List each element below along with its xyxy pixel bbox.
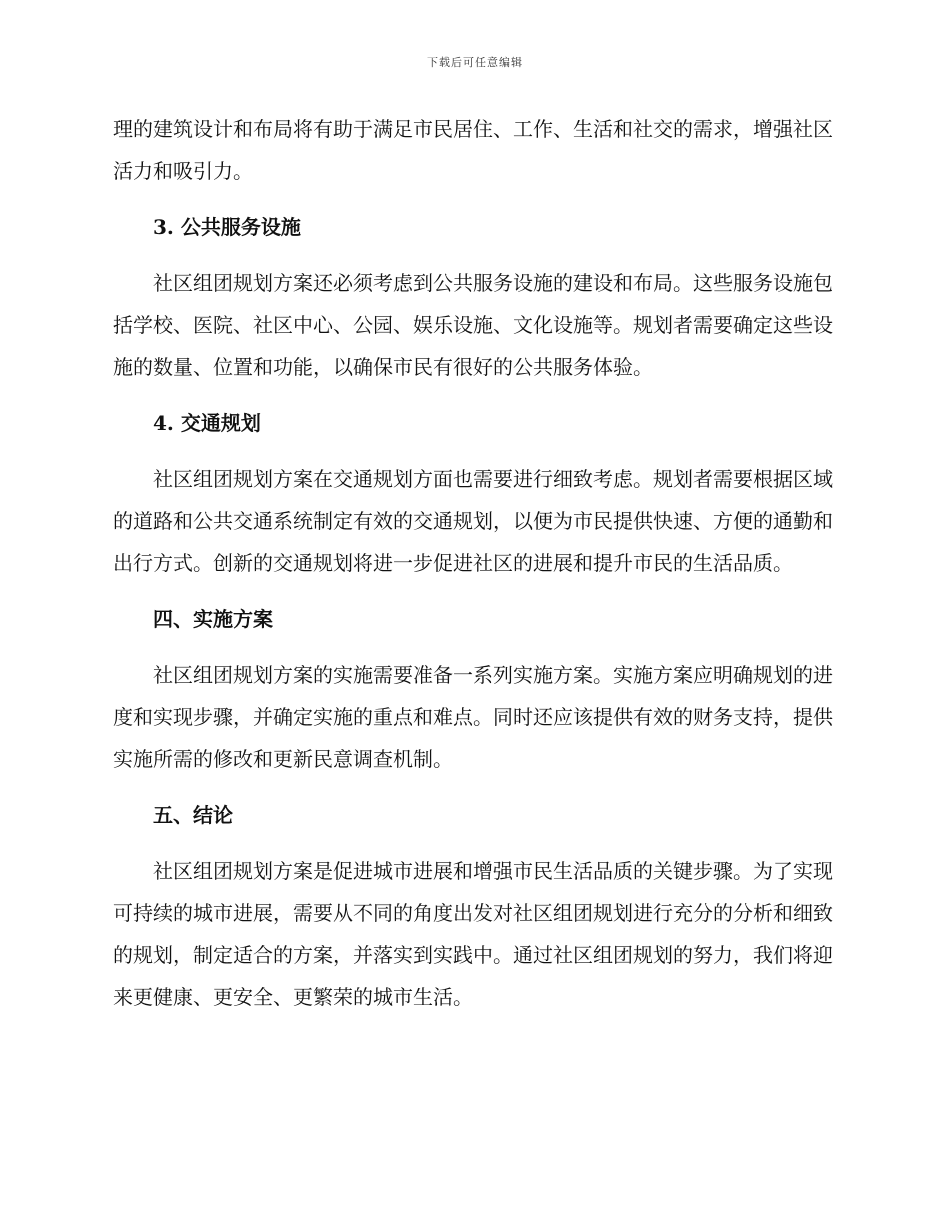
paragraph-continued: 理的建筑设计和布局将有助于满足市民居住、工作、生活和社交的需求，增强社区活力和吸引力。	[113, 117, 833, 183]
paragraph-public-services: 社区组团规划方案还必须考虑到公共服务设施的建设和布局。这些服务设施包括学校、医院、社区中心、公园、娱乐设施、文化设施等。规划者需要确定这些设施的数量、位置和功能，以确保市民有很好的公共服务体验。	[113, 271, 833, 379]
paragraph-conclusion: 社区组团规划方案是促进城市进展和增强市民生活品质的关键步骤。为了实现可持续的城市进展，需要从不同的角度出发对社区组团规划进行充分的分析和细致的规划，制定适合的方案，并落实到实践中。通过社区组团规划的努力，我们将迎来更健康、更安全、更繁荣的城市生活。	[113, 859, 833, 1009]
section-heading-public-services: 3. 公共服务设施	[153, 215, 301, 239]
paragraph-implementation: 社区组团规划方案的实施需要准备一系列实施方案。实施方案应明确规划的进度和实现步骤，并确定实施的重点和难点。同时还应该提供有效的财务支持，提供实施所需的修改和更新民意调查机制。	[113, 663, 833, 771]
section-heading-conclusion: 五、结论	[153, 803, 233, 827]
section-heading-transport: 4. 交通规划	[153, 411, 261, 435]
section-heading-implementation: 四、实施方案	[153, 607, 273, 631]
document-body	[113, 108, 833, 1018]
page-header: 下载后可任意编辑	[427, 56, 523, 69]
paragraph-transport: 社区组团规划方案在交通规划方面也需要进行细致考虑。规划者需要根据区域的道路和公共交通系统制定有效的交通规划，以便为市民提供快速、方便的通勤和出行方式。创新的交通规划将进一步促进社区的进展和提升市民的生活品质。	[113, 467, 833, 575]
